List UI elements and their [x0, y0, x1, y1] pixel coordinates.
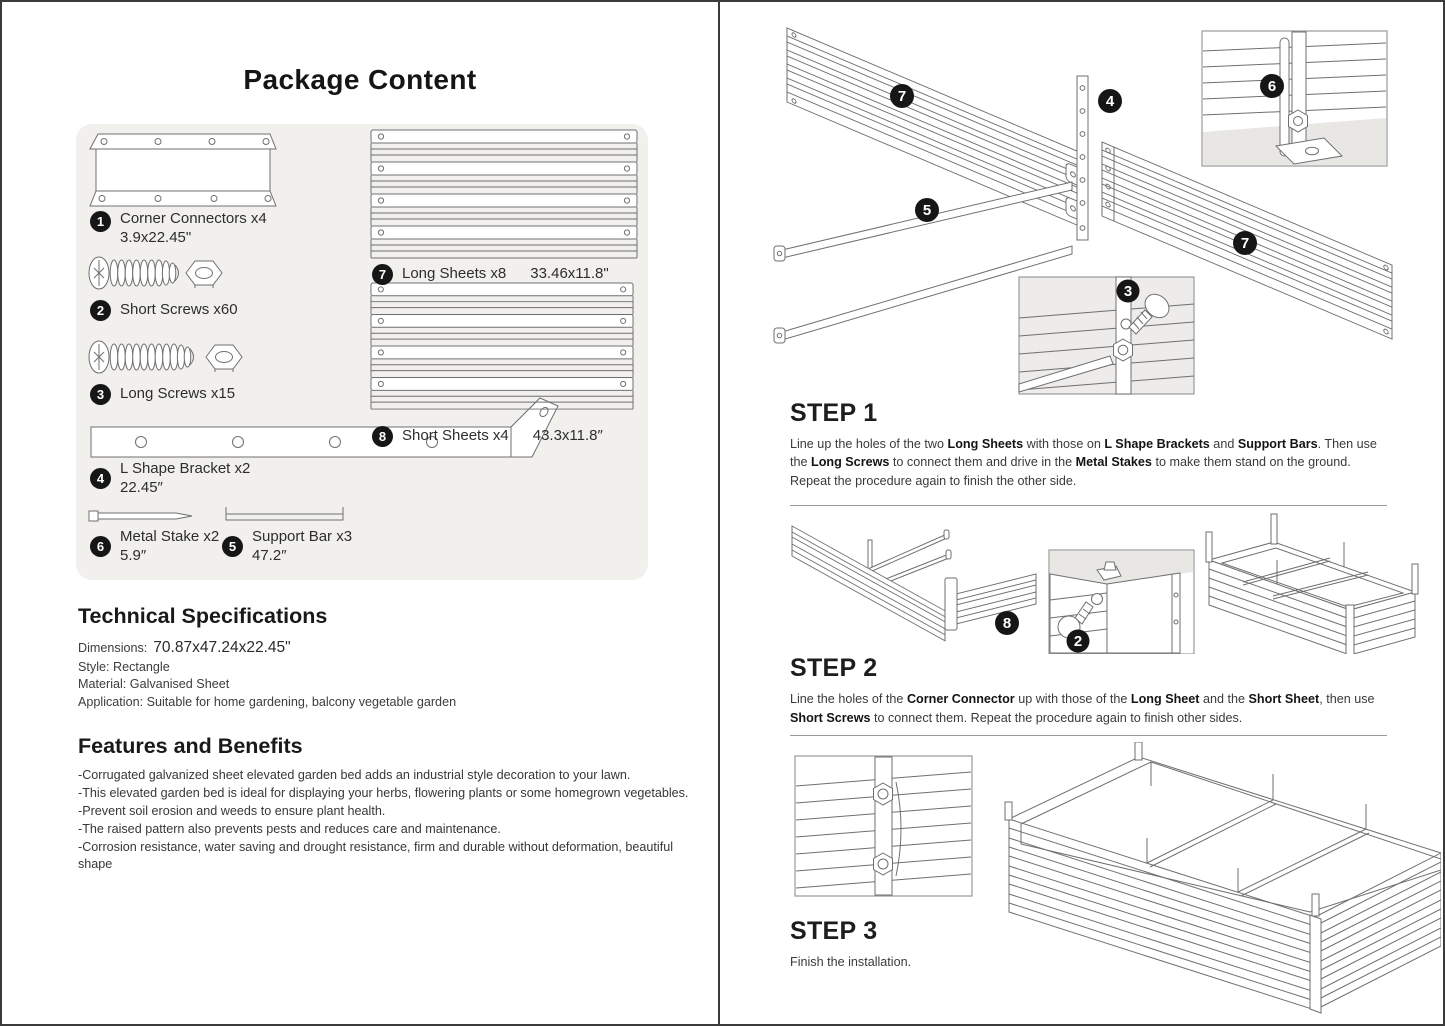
callout-8 — [995, 611, 1019, 635]
part-name: Short Sheets x4 — [402, 427, 509, 445]
part-label-long-sheets — [372, 264, 609, 285]
l-shape-bracket-vertical — [1077, 76, 1088, 240]
part-name: L Shape Bracket x2 — [120, 460, 251, 477]
short-sheets-drawing — [370, 282, 634, 412]
part-dimension: 22.45″ — [120, 478, 163, 496]
spec-application: Application: Suitable for home gardening, balcony vegetable garden — [78, 694, 457, 709]
part-number-badge: 8 — [372, 426, 393, 447]
svg-text:5: 5 — [922, 202, 932, 219]
stake-inset — [1202, 31, 1387, 166]
step2-diagram — [720, 510, 1441, 654]
svg-text:3: 3 — [1123, 283, 1133, 300]
part-name: Support Bar x3 — [252, 528, 353, 545]
callout-5 — [915, 198, 939, 222]
screw-threads — [110, 260, 178, 286]
part-name: Long Screws x15 — [120, 385, 236, 403]
part-label-short-screws — [90, 300, 238, 321]
step3-diagram — [720, 742, 1441, 1026]
part-number-badge: 2 — [90, 300, 111, 321]
feature-item: -Corrosion resistance, water saving and drought resistance, firm and durable without deformation, beautiful shape — [78, 839, 674, 872]
svg-text:7: 7 — [1240, 235, 1250, 252]
support-bar-drawing — [222, 504, 347, 524]
part-label-corner-connectors — [90, 210, 267, 248]
page-title: Package Content — [243, 64, 477, 95]
step2-frame-assembly — [1206, 514, 1418, 654]
part-dimension: 33.46x11.8" — [530, 265, 609, 283]
part-dimension: 5.9″ — [120, 546, 147, 564]
step1-heading: STEP 1 — [790, 399, 878, 427]
step3-description: Finish the installation. — [790, 954, 912, 969]
step2-description: Line the holes of the Corner Connector up with those of the Long Sheet and the Short Sheet, then use Short Screws to connect them. Repeat the procedure again to finish other sides. — [790, 692, 1375, 725]
part-label-metal-stake — [90, 528, 219, 566]
svg-text:4: 4 — [1105, 93, 1115, 110]
svg-text:8: 8 — [1002, 615, 1012, 633]
hex-nut-drawing — [186, 261, 222, 288]
screw-threads — [110, 344, 193, 370]
svg-text:2: 2 — [1073, 633, 1083, 651]
features-section — [78, 734, 698, 874]
step3-section — [720, 742, 1443, 1026]
part-dimension: 3.9x22.45" — [120, 228, 192, 246]
part-number-badge: 7 — [372, 264, 393, 285]
part-dimension: 43.3x11.8″ — [532, 427, 603, 445]
short-screw-drawing — [84, 252, 234, 294]
svg-text:7: 7 — [897, 88, 907, 105]
part-name: Long Sheets x8 — [402, 265, 507, 283]
part-dimension: 47.2″ — [252, 546, 287, 564]
part-number-badge: 1 — [90, 211, 111, 232]
technical-specifications-section — [78, 604, 678, 712]
feature-item: -Corrugated galvanized sheet elevated garden bed adds an industrial style decoration to your lawn. — [78, 768, 631, 782]
callout-7-right — [1233, 231, 1257, 255]
part-number-badge: 4 — [90, 468, 111, 489]
callout-2 — [1067, 630, 1090, 653]
feature-item: -The raised pattern also prevents pests and reduces care and maintenance. — [78, 821, 501, 836]
tech-specs-heading: Technical Specifications — [78, 604, 328, 628]
corner-connector-drawing — [88, 132, 278, 210]
feature-item: -Prevent soil erosion and weeds to ensure plant health. — [78, 803, 386, 818]
part-number-badge: 5 — [222, 536, 243, 557]
finished-bed-drawing — [1005, 742, 1441, 1013]
part-number-badge: 3 — [90, 384, 111, 405]
step2-section — [720, 654, 1443, 736]
spec-style: Style: Rectangle — [78, 659, 170, 674]
features-heading: Features and Benefits — [78, 734, 303, 758]
bolt-inset — [795, 756, 972, 896]
callout-6 — [1260, 74, 1284, 98]
step1-description: Line up the holes of the two Long Sheets with those on L Shape Brackets and Support Bars. Then use the Long Screws to connect them and drive in the Metal Stakes to make them stand on the ground. Repeat the procedure again to finish the other side. — [790, 437, 1377, 488]
long-screw-drawing — [84, 336, 249, 378]
part-label-l-shape-bracket — [90, 460, 250, 498]
spec-material: Material: Galvanised Sheet — [78, 677, 230, 692]
metal-stake-drawing — [88, 508, 196, 524]
callout-7-left — [890, 84, 914, 108]
screw-inset — [1019, 277, 1194, 394]
package-content-panel — [2, 2, 720, 1024]
part-label-long-screws — [90, 384, 235, 405]
step1-section — [720, 399, 1443, 506]
callout-3 — [1117, 280, 1140, 303]
part-number-badge: 6 — [90, 536, 111, 557]
part-name: Corner Connectors x4 — [120, 210, 267, 227]
package-content-box — [76, 124, 648, 580]
spec-dimensions: Dimensions: 70.87x47.24x22.45" — [78, 639, 291, 656]
part-label-support-bar — [222, 528, 352, 566]
step1-diagram — [720, 6, 1441, 396]
step2-heading: STEP 2 — [790, 654, 878, 683]
callout-4 — [1098, 89, 1122, 113]
assembly-steps-panel — [720, 2, 1443, 1024]
part-name: Short Screws x60 — [120, 301, 238, 319]
hex-nut-drawing — [206, 345, 242, 372]
section-divider — [790, 735, 1387, 736]
part-label-short-sheets — [372, 426, 603, 447]
feature-item: -This elevated garden bed is ideal for displaying your herbs, flowering plants or some homegrown vegetables. — [78, 785, 689, 800]
svg-text:6: 6 — [1267, 78, 1277, 95]
section-divider — [790, 505, 1387, 506]
part-name: Metal Stake x2 — [120, 528, 220, 545]
step3-heading: STEP 3 — [790, 916, 878, 945]
long-sheets-drawing — [370, 130, 638, 260]
